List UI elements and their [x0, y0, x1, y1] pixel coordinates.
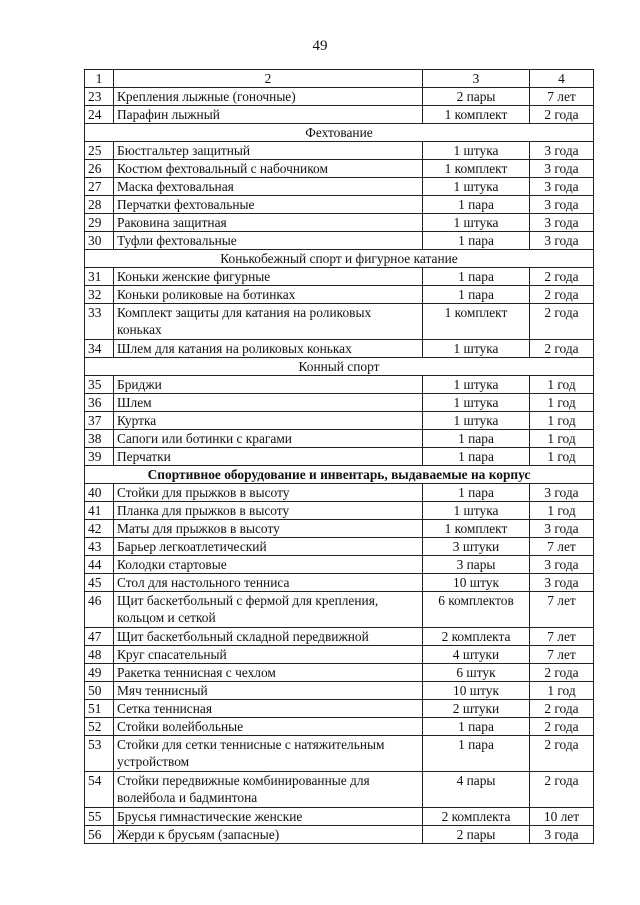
table-row — [85, 430, 594, 448]
table-row — [85, 592, 594, 628]
item-name: Туфли фехтовальные — [114, 232, 423, 250]
table-row — [85, 520, 594, 538]
item-term: 3 года — [530, 142, 594, 160]
item-name: Стойки передвижные комбинированные для волейбола и бадминтона — [114, 772, 423, 808]
item-term: 2 года — [530, 268, 594, 286]
item-term: 3 года — [530, 520, 594, 538]
item-quantity: 6 комплектов — [423, 592, 530, 628]
item-quantity: 2 пары — [423, 88, 530, 106]
item-name: Шлем — [114, 394, 423, 412]
item-name: Костюм фехтовальный с набочником — [114, 160, 423, 178]
item-name: Бюстгальтер защитный — [114, 142, 423, 160]
item-term: 3 года — [530, 556, 594, 574]
item-quantity: 4 штуки — [423, 646, 530, 664]
row-number: 29 — [85, 214, 114, 232]
row-number: 54 — [85, 772, 114, 808]
item-term: 2 года — [530, 700, 594, 718]
row-number: 25 — [85, 142, 114, 160]
item-name: Комплект защиты для катания на роликовых коньках — [114, 304, 423, 340]
table-row — [85, 394, 594, 412]
row-number: 50 — [85, 682, 114, 700]
row-number: 46 — [85, 592, 114, 628]
item-term: 3 года — [530, 214, 594, 232]
item-name: Круг спасательный — [114, 646, 423, 664]
item-term: 2 года — [530, 304, 594, 340]
item-quantity: 1 штука — [423, 178, 530, 196]
item-term: 2 года — [530, 340, 594, 358]
table-row — [85, 448, 594, 466]
item-name: Ракетка теннисная с чехлом — [114, 664, 423, 682]
row-number: 36 — [85, 394, 114, 412]
item-quantity: 1 пара — [423, 736, 530, 772]
row-number: 34 — [85, 340, 114, 358]
item-term: 1 год — [530, 412, 594, 430]
row-number: 35 — [85, 376, 114, 394]
item-quantity: 4 пары — [423, 772, 530, 808]
row-number: 42 — [85, 520, 114, 538]
item-quantity: 2 комплекта — [423, 628, 530, 646]
section-row — [85, 358, 594, 376]
item-name: Сапоги или ботинки с крагами — [114, 430, 423, 448]
item-name: Жерди к брусьям (запасные) — [114, 826, 423, 844]
item-quantity: 1 штука — [423, 502, 530, 520]
item-name: Сетка теннисная — [114, 700, 423, 718]
row-number: 26 — [85, 160, 114, 178]
item-term: 7 лет — [530, 88, 594, 106]
row-number: 23 — [85, 88, 114, 106]
item-quantity: 1 штука — [423, 340, 530, 358]
item-name: Раковина защитная — [114, 214, 423, 232]
item-term: 1 год — [530, 430, 594, 448]
row-number: 27 — [85, 178, 114, 196]
table-row — [85, 700, 594, 718]
item-quantity: 1 штука — [423, 142, 530, 160]
header-col-1: 1 — [85, 70, 114, 88]
item-quantity: 10 штук — [423, 682, 530, 700]
header-row — [85, 70, 594, 88]
section-title: Конный спорт — [85, 358, 594, 376]
table-row — [85, 214, 594, 232]
item-quantity: 1 пара — [423, 286, 530, 304]
page-number: 49 — [312, 38, 328, 54]
table-row — [85, 574, 594, 592]
item-name: Куртка — [114, 412, 423, 430]
row-number: 49 — [85, 664, 114, 682]
table-row — [85, 196, 594, 214]
row-number: 55 — [85, 808, 114, 826]
item-name: Маска фехтовальная — [114, 178, 423, 196]
item-quantity: 3 штуки — [423, 538, 530, 556]
table-row — [85, 664, 594, 682]
row-number: 45 — [85, 574, 114, 592]
row-number: 33 — [85, 304, 114, 340]
table-row — [85, 628, 594, 646]
table-row — [85, 106, 594, 124]
item-name: Коньки женские фигурные — [114, 268, 423, 286]
item-term: 7 лет — [530, 628, 594, 646]
item-quantity: 1 пара — [423, 430, 530, 448]
item-quantity: 1 пара — [423, 484, 530, 502]
item-name: Щит баскетбольный складной передвижной — [114, 628, 423, 646]
item-term: 7 лет — [530, 646, 594, 664]
item-term: 3 года — [530, 232, 594, 250]
item-name: Крепления лыжные (гоночные) — [114, 88, 423, 106]
item-term: 7 лет — [530, 538, 594, 556]
table-row — [85, 826, 594, 844]
item-quantity: 1 пара — [423, 268, 530, 286]
item-name: Барьер легкоатлетический — [114, 538, 423, 556]
item-name: Стойки для сетки теннисные с натяжительным устройством — [114, 736, 423, 772]
row-number: 51 — [85, 700, 114, 718]
section-row — [85, 124, 594, 142]
item-term: 2 года — [530, 106, 594, 124]
table-row — [85, 538, 594, 556]
row-number: 24 — [85, 106, 114, 124]
item-name: Маты для прыжков в высоту — [114, 520, 423, 538]
item-term: 3 года — [530, 178, 594, 196]
item-term: 1 год — [530, 448, 594, 466]
item-term: 3 года — [530, 196, 594, 214]
item-term: 3 года — [530, 484, 594, 502]
item-term: 10 лет — [530, 808, 594, 826]
row-number: 43 — [85, 538, 114, 556]
item-term: 3 года — [530, 574, 594, 592]
table-row — [85, 736, 594, 772]
item-quantity: 1 штука — [423, 214, 530, 232]
table-row — [85, 772, 594, 808]
item-quantity: 1 пара — [423, 232, 530, 250]
item-quantity: 2 комплекта — [423, 808, 530, 826]
table-row — [85, 484, 594, 502]
item-term: 3 года — [530, 160, 594, 178]
item-quantity: 1 комплект — [423, 520, 530, 538]
item-term: 2 года — [530, 718, 594, 736]
item-quantity: 1 пара — [423, 718, 530, 736]
item-name: Бриджи — [114, 376, 423, 394]
row-number: 31 — [85, 268, 114, 286]
table-row — [85, 232, 594, 250]
row-number: 32 — [85, 286, 114, 304]
row-number: 28 — [85, 196, 114, 214]
item-quantity: 1 штука — [423, 394, 530, 412]
table-row — [85, 268, 594, 286]
item-quantity: 1 комплект — [423, 106, 530, 124]
item-quantity: 10 штук — [423, 574, 530, 592]
item-term: 1 год — [530, 394, 594, 412]
table-row — [85, 160, 594, 178]
item-name: Брусья гимнастические женские — [114, 808, 423, 826]
table-row — [85, 142, 594, 160]
item-quantity: 1 комплект — [423, 160, 530, 178]
item-name: Стол для настольного тенниса — [114, 574, 423, 592]
row-number: 56 — [85, 826, 114, 844]
item-name: Коньки роликовые на ботинках — [114, 286, 423, 304]
item-name: Парафин лыжный — [114, 106, 423, 124]
row-number: 47 — [85, 628, 114, 646]
item-name: Стойки волейбольные — [114, 718, 423, 736]
section-title: Фехтование — [85, 124, 594, 142]
item-term: 2 года — [530, 736, 594, 772]
table-row — [85, 646, 594, 664]
table-body — [85, 70, 594, 844]
table-row — [85, 286, 594, 304]
item-quantity: 1 комплект — [423, 304, 530, 340]
table-row — [85, 376, 594, 394]
section-row — [85, 466, 594, 484]
item-quantity: 1 штука — [423, 376, 530, 394]
item-term: 3 года — [530, 826, 594, 844]
row-number: 48 — [85, 646, 114, 664]
row-number: 30 — [85, 232, 114, 250]
item-name: Планка для прыжков в высоту — [114, 502, 423, 520]
item-quantity: 2 пары — [423, 826, 530, 844]
header-col-2: 2 — [114, 70, 423, 88]
header-col-4: 4 — [530, 70, 594, 88]
table-row — [85, 304, 594, 340]
table-row — [85, 682, 594, 700]
item-term: 2 года — [530, 286, 594, 304]
header-col-3: 3 — [423, 70, 530, 88]
item-quantity: 1 штука — [423, 412, 530, 430]
row-number: 44 — [85, 556, 114, 574]
item-name: Шлем для катания на роликовых коньках — [114, 340, 423, 358]
table-row — [85, 808, 594, 826]
table-row — [85, 718, 594, 736]
row-number: 37 — [85, 412, 114, 430]
row-number: 39 — [85, 448, 114, 466]
table-row — [85, 88, 594, 106]
item-term: 2 года — [530, 664, 594, 682]
item-quantity: 6 штук — [423, 664, 530, 682]
row-number: 53 — [85, 736, 114, 772]
item-term: 1 год — [530, 376, 594, 394]
section-title: Конькобежный спорт и фигурное катание — [85, 250, 594, 268]
table-row — [85, 556, 594, 574]
item-term: 7 лет — [530, 592, 594, 628]
table-row — [85, 412, 594, 430]
section-row — [85, 250, 594, 268]
item-name: Мяч теннисный — [114, 682, 423, 700]
item-quantity: 1 пара — [423, 448, 530, 466]
item-name: Стойки для прыжков в высоту — [114, 484, 423, 502]
row-number: 38 — [85, 430, 114, 448]
item-term: 1 год — [530, 682, 594, 700]
item-term: 2 года — [530, 772, 594, 808]
item-quantity: 1 пара — [423, 196, 530, 214]
row-number: 40 — [85, 484, 114, 502]
row-number: 52 — [85, 718, 114, 736]
item-name: Перчатки фехтовальные — [114, 196, 423, 214]
item-name: Щит баскетбольный с фермой для крепления, кольцом и сеткой — [114, 592, 423, 628]
table-row — [85, 340, 594, 358]
item-quantity: 2 штуки — [423, 700, 530, 718]
item-term: 1 год — [530, 502, 594, 520]
equipment-table — [84, 69, 594, 844]
item-name: Перчатки — [114, 448, 423, 466]
table-row — [85, 502, 594, 520]
table-row — [85, 178, 594, 196]
item-name: Колодки стартовые — [114, 556, 423, 574]
section-title: Спортивное оборудование и инвентарь, выдаваемые на корпус — [85, 466, 594, 484]
row-number: 41 — [85, 502, 114, 520]
item-quantity: 3 пары — [423, 556, 530, 574]
